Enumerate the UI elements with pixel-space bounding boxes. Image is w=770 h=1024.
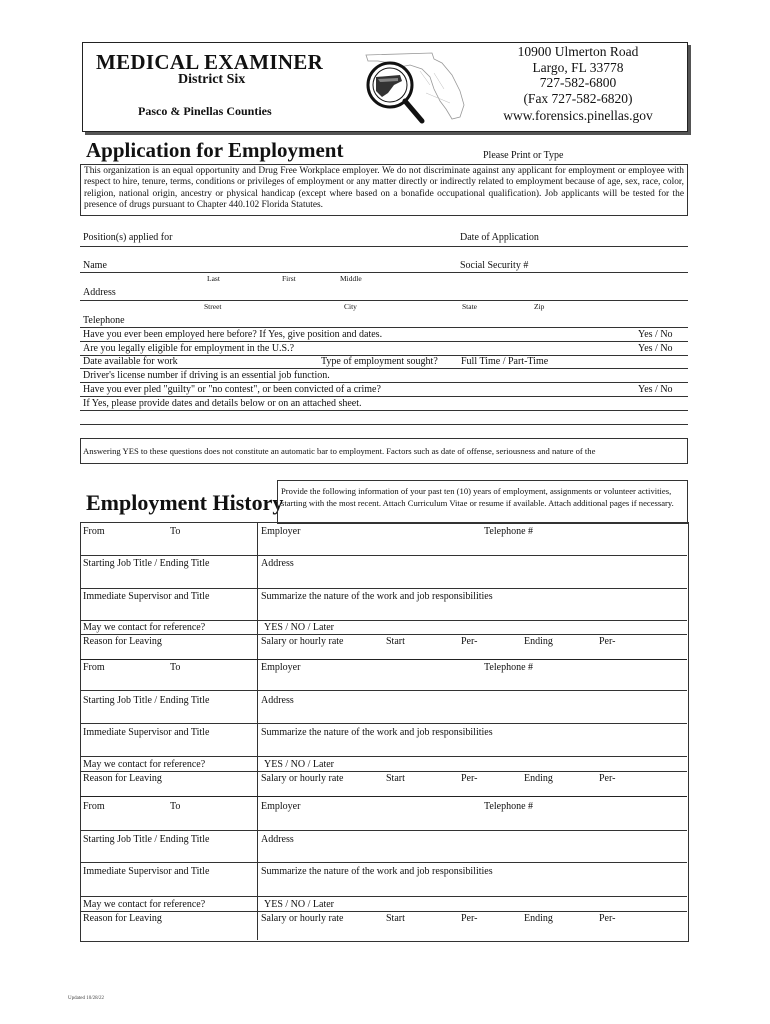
address-street: 10900 Ulmerton Road <box>517 44 639 59</box>
employed-before-question: Have you ever been employed here before? If Yes, give position and dates. <box>83 329 383 340</box>
block1-to-label[interactable]: To <box>170 526 181 537</box>
employment-history-title: Employment History <box>86 490 284 515</box>
crime-yes-no[interactable]: Yes / No <box>638 384 673 395</box>
name-first-caption: First <box>282 274 296 283</box>
address-line[interactable] <box>80 300 688 301</box>
office-title: MEDICAL EXAMINER <box>96 50 324 74</box>
employment-divider <box>257 522 258 940</box>
block1-line-1 <box>80 555 687 556</box>
answering-yes-notice: Answering YES to these questions does not constitute an automatic bar to employment. Factors such as date of offense, seriousness and nature of the <box>83 446 596 456</box>
block3-from-label[interactable]: From <box>83 801 105 812</box>
block1-job-title-label[interactable]: Starting Job Title / Ending Title <box>83 558 210 569</box>
crime-question: Have you ever pled "guilty" or "no contest", or been convicted of a crime? <box>83 384 381 395</box>
block3-start-label[interactable]: Start <box>386 913 405 924</box>
block3-ending-label[interactable]: Ending <box>524 913 553 924</box>
block3-line-4 <box>80 911 687 912</box>
block1-bottom <box>80 659 687 660</box>
block2-from-label[interactable]: From <box>83 662 105 673</box>
block3-line-3 <box>80 896 687 897</box>
block1-employer-label[interactable]: Employer <box>261 526 301 537</box>
block2-reason-label[interactable]: Reason for Leaving <box>83 773 162 784</box>
block1-telephone-label[interactable]: Telephone # <box>484 526 534 537</box>
name-middle-caption: Middle <box>340 274 362 283</box>
block1-line-2 <box>80 588 687 589</box>
employed-before-line[interactable] <box>80 341 688 342</box>
name-last-caption: Last <box>207 274 220 283</box>
employed-before-yes-no[interactable]: Yes / No <box>638 329 673 340</box>
name-label: Name <box>83 260 107 271</box>
address-label: Address <box>83 287 116 298</box>
block3-job-title-label[interactable]: Starting Job Title / Ending Title <box>83 834 210 845</box>
updated-footer: Updated 10/28/22 <box>68 996 104 1001</box>
block1-contact-label: May we contact for reference? <box>83 622 206 633</box>
block1-contact-options[interactable]: YES / NO / Later <box>264 622 334 633</box>
block1-line-3 <box>80 620 687 621</box>
block3-to-label[interactable]: To <box>170 801 181 812</box>
address-city: Largo, FL 33778 <box>532 59 624 75</box>
crime-details-line-1[interactable] <box>80 410 688 411</box>
block2-supervisor-label[interactable]: Immediate Supervisor and Title <box>83 727 210 738</box>
block2-line-2 <box>80 723 687 724</box>
block2-contact-label: May we contact for reference? <box>83 759 206 770</box>
block1-from-label[interactable]: From <box>83 526 105 537</box>
block2-bottom <box>80 796 687 797</box>
date-application-label: Date of Application <box>460 232 539 243</box>
block3-telephone-label[interactable]: Telephone # <box>484 801 534 812</box>
block3-start-per-label[interactable]: Per- <box>461 913 478 924</box>
block2-line-1 <box>80 690 687 691</box>
crime-details-line-2[interactable] <box>80 424 688 425</box>
block1-ending-per-label[interactable]: Per- <box>599 636 616 647</box>
date-available-line[interactable] <box>80 368 688 369</box>
address-fax: (Fax 727-582-6820) <box>523 90 633 106</box>
crime-details-instruction: If Yes, please provide dates and details below or on an attached sheet. <box>83 398 362 409</box>
block1-ending-label[interactable]: Ending <box>524 636 553 647</box>
block1-address-label[interactable]: Address <box>261 558 294 569</box>
block3-contact-options[interactable]: YES / NO / Later <box>264 899 334 910</box>
block2-salary-label[interactable]: Salary or hourly rate <box>261 773 344 784</box>
employment-type-label: Type of employment sought? <box>321 356 438 367</box>
block1-reason-label[interactable]: Reason for Leaving <box>83 636 162 647</box>
telephone-label: Telephone <box>83 315 125 326</box>
block3-address-label[interactable]: Address <box>261 834 294 845</box>
print-note: Please Print or Type <box>483 150 564 161</box>
employment-instruction: Provide the following information of your past ten (10) years of employment, assignments or volunteer activities, starting with the most recent. Attach Curriculum Vitae or resume if available. Attach additional pages if necessary. <box>281 486 674 508</box>
block2-start-per-label[interactable]: Per- <box>461 773 478 784</box>
florida-magnifier-logo <box>360 45 470 127</box>
crime-line[interactable] <box>80 396 688 397</box>
address-phone: 727-582-6800 <box>539 75 617 90</box>
block3-salary-label[interactable]: Salary or hourly rate <box>261 913 344 924</box>
eligible-question: Are you legally eligible for employment in the U.S.? <box>83 343 295 354</box>
office-address <box>478 44 678 124</box>
block2-line-3 <box>80 756 687 757</box>
date-available-label: Date available for work <box>83 356 178 367</box>
block1-line-4 <box>80 634 687 635</box>
block2-contact-options[interactable]: YES / NO / Later <box>264 759 334 770</box>
address-street-caption: Street <box>204 302 222 311</box>
position-line[interactable] <box>80 246 688 247</box>
address-city-caption: City <box>344 302 357 311</box>
eeo-notice: This organization is an equal opportunity and Drug Free Workplace employer. We do not discriminate against any applicant for employment or employee with respect to hire, tenure, terms, conditions or privileges of employment or any matter directly or indirectly related to employment because of age, sex, race, color, religion, national origin, ancestry or physical handicap (except where based on a bonafide occupational qualification). Job applicants will be tested for the presence of drugs pursuant to Chapter 440.102 Florida Statutes. <box>84 166 684 210</box>
eligible-yes-no[interactable]: Yes / No <box>638 343 673 354</box>
block3-summary-label[interactable]: Summarize the nature of the work and job responsibilities <box>261 866 493 877</box>
address-website[interactable]: www.forensics.pinellas.gov <box>503 108 653 123</box>
name-line[interactable] <box>80 272 688 273</box>
block3-line-1 <box>80 830 687 831</box>
block3-contact-label: May we contact for reference? <box>83 899 206 910</box>
block2-ending-label[interactable]: Ending <box>524 773 553 784</box>
form-title: Application for Employment <box>86 138 344 162</box>
block2-start-label[interactable]: Start <box>386 773 405 784</box>
drivers-license-label: Driver's license number if driving is an essential job function. <box>83 370 330 381</box>
telephone-line[interactable] <box>80 327 688 328</box>
district-label: District Six <box>178 72 246 87</box>
block2-summary-label[interactable]: Summarize the nature of the work and job responsibilities <box>261 727 493 738</box>
counties-label: Pasco & Pinellas Counties <box>138 104 272 118</box>
block1-start-per-label[interactable]: Per- <box>461 636 478 647</box>
address-zip-caption: Zip <box>534 302 545 311</box>
block2-to-label[interactable]: To <box>170 662 181 673</box>
block2-address-label[interactable]: Address <box>261 695 294 706</box>
address-state-caption: State <box>462 302 477 311</box>
block2-line-4 <box>80 771 687 772</box>
block3-reason-label[interactable]: Reason for Leaving <box>83 913 162 924</box>
block2-employer-label[interactable]: Employer <box>261 662 301 673</box>
full-part-time-options[interactable]: Full Time / Part-Time <box>461 356 549 367</box>
block1-summary-label[interactable]: Summarize the nature of the work and job responsibilities <box>261 591 493 602</box>
block3-ending-per-label[interactable]: Per- <box>599 913 616 924</box>
block1-supervisor-label[interactable]: Immediate Supervisor and Title <box>83 591 210 602</box>
drivers-license-line[interactable] <box>80 382 688 383</box>
block1-salary-label[interactable]: Salary or hourly rate <box>261 636 344 647</box>
block1-start-label[interactable]: Start <box>386 636 405 647</box>
block2-telephone-label[interactable]: Telephone # <box>484 662 534 673</box>
block3-employer-label[interactable]: Employer <box>261 801 301 812</box>
block2-ending-per-label[interactable]: Per- <box>599 773 616 784</box>
block3-supervisor-label[interactable]: Immediate Supervisor and Title <box>83 866 210 877</box>
position-label: Position(s) applied for <box>83 232 173 243</box>
ssn-label: Social Security # <box>460 260 529 271</box>
block3-line-2 <box>80 862 687 863</box>
block2-job-title-label[interactable]: Starting Job Title / Ending Title <box>83 695 210 706</box>
